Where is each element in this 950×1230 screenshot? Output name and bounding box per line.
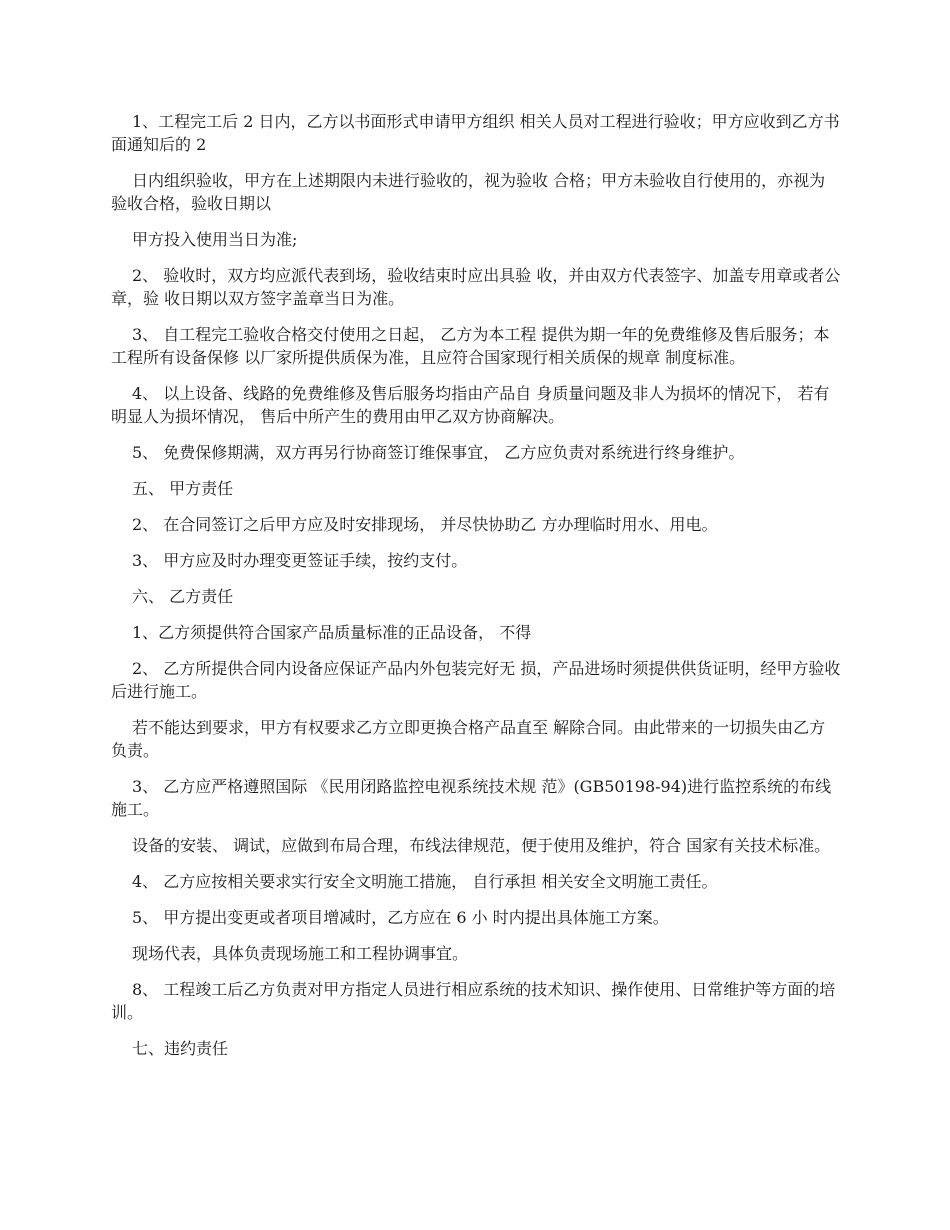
paragraph-acceptance-signing: 2、 验收时，双方均应派代表到场，验收结束时应出具验 收，并由双方代表签字、加盖专用章或者公章，验 收日期以双方签字盖章当日为准。 bbox=[111, 266, 841, 308]
paragraph-warranty-service: 3、 自工程完工验收合格交付使用之日起， 乙方为本工程 提供为期一年的免费维修及售后服务；本工程所有设备保修 以厂家所提供质保为准，且应符合国家现行相关质保的规章 制度标准。 bbox=[111, 325, 830, 367]
paragraph-party-b-standards: 3、 乙方应严格遵照国际 《民用闭路监控电视系统技术规 范》(GB50198-94)进行监控系统的布线施工。 bbox=[111, 777, 832, 819]
paragraph-acceptance-date: 甲方投入使用当日为准; bbox=[132, 230, 298, 249]
paragraph-maintenance-after-warranty: 5、 免费保修期满，双方再另行协商签订维保事宜， 乙方应负责对系统进行终身维护。 bbox=[132, 443, 745, 462]
section-heading-party-a: 五、 甲方责任 bbox=[132, 479, 234, 498]
paragraph-party-a-site: 2、 在合同签订之后甲方应及时安排现场， 并尽快协助乙 方办理临时用水、用电。 bbox=[132, 515, 718, 534]
paragraph-party-b-change-plan: 5、 甲方提出变更或者项目增减时，乙方应在 6 小 时内提出具体施工方案。 bbox=[132, 908, 669, 927]
section-heading-liability: 七、违约责任 bbox=[132, 1039, 229, 1058]
paragraph-party-b-installation: 设备的安装、 调试，应做到布局合理，布线法律规范，便于使用及维护，符合 国家有关技术标准。 bbox=[132, 836, 831, 855]
paragraph-party-b-replacement: 若不能达到要求，甲方有权要求乙方立即更换合格产品直至 解除合同。由此带来的一切损失由乙方负责。 bbox=[111, 718, 826, 760]
paragraph-warranty-scope: 4、 以上设备、线路的免费维修及售后服务均指由产品自 身质量问题及非人为损坏的情况下， 若有明显人为损坏情况， 售后中所产生的费用由甲乙双方协商解决。 bbox=[111, 384, 830, 426]
paragraph-party-b-packaging: 2、 乙方所提供合同内设备应保证产品内外包装完好无 损，产品进场时须提供供货证明，经甲方验收后进行施工。 bbox=[111, 659, 841, 701]
paragraph-party-a-payment: 3、 甲方应及时办理变更签证手续，按约支付。 bbox=[132, 551, 468, 570]
section-heading-party-b: 六、 乙方责任 bbox=[132, 587, 234, 606]
paragraph-party-b-training: 8、 工程竣工后乙方负责对甲方指定人员进行相应系统的技术知识、操作使用、日常维护等方面的培训。 bbox=[111, 980, 836, 1022]
paragraph-acceptance-deadline: 日内组织验收，甲方在上述期限内未进行验收的，视为验收 合格；甲方未验收自行使用的，亦视为验收合格，验收日期以 bbox=[111, 171, 826, 213]
paragraph-party-b-equipment: 1、乙方须提供符合国家产品质量标准的正品设备， 不得 bbox=[132, 623, 532, 642]
document-body bbox=[111, 110, 841, 1073]
paragraph-party-b-safety: 4、 乙方应按相关要求实行安全文明施工措施， 自行承担 相关安全文明施工责任。 bbox=[132, 872, 718, 891]
paragraph-acceptance-request: 1、工程完工后 2 日内，乙方以书面形式申请甲方组织 相关人员对工程进行验收；甲方应收到乙方书面通知后的 2 bbox=[111, 112, 840, 154]
paragraph-site-representative: 现场代表，具体负责现场施工和工程协调事宜。 bbox=[132, 944, 469, 963]
